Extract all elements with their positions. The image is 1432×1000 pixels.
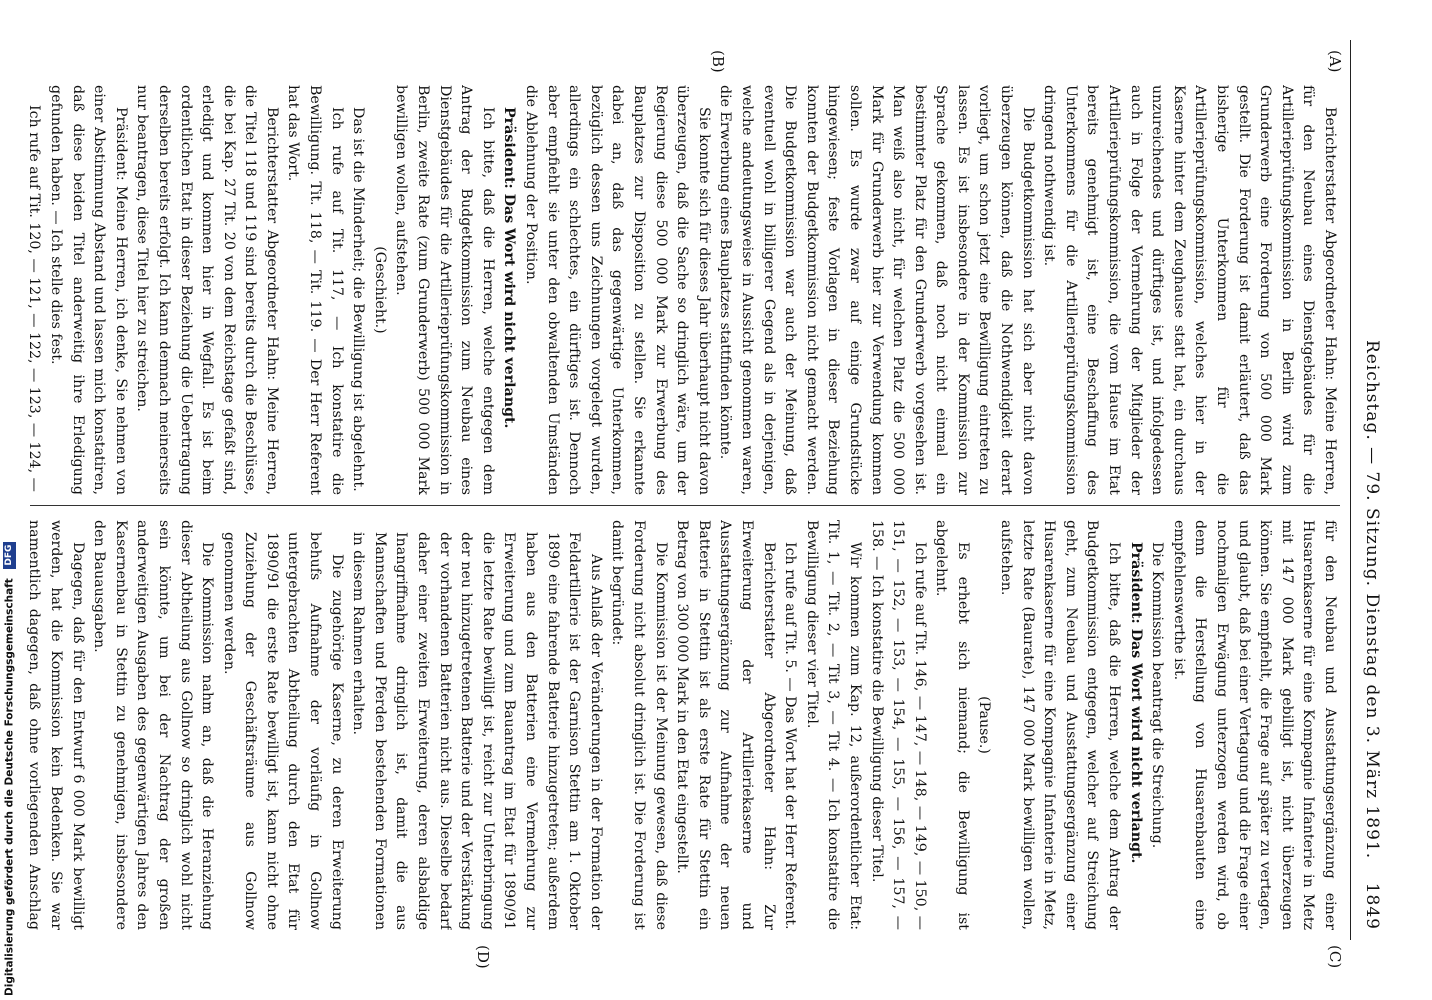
paragraph: Präsident: Meine Herren, ich denke, Sie nehmen von einer Abstimmung Abstand und lassen mich konstatiren, daß diese beiden Titel anderweitig ihre Erledigung gefunden haben. — Ich stelle dies fest.: [47, 85, 129, 495]
left-column: [20, 85, 1340, 495]
paragraph: Die Kommission ist der Meinung gewesen, daß diese Forderung nicht absolut dringlich ist. Die Forderung ist damit begründet:: [609, 520, 669, 930]
quoted-paragraph: Aus Anlaß der Veränderungen in der Formation der Feldartillerie ist der Garnison Stettin am 1. Oktober 1890 eine fahrende Batterie hinzugetreten; außerdem haben aus den Batterien eine Vermehrung zur Erweiterung und zum Bauantrag im Etat für 1890/91 die letzte Rate bewilligt ist, reicht zur Unterbringung der neu hinzugetretenen Batterie und der Verstärkung der vorhandenen Batterien nicht aus. Dieselbe bedarf daher einer zweiten Erweiterung, deren alsbaldige Inangriffnahme dringlich ist, damit die aus Mannschaften und Pferden bestehenden Formationen in diesem Rahmen erhalten.: [350, 532, 604, 930]
digitization-credit: [3, 6, 16, 996]
stage-direction: (Pause.): [976, 696, 993, 754]
paragraph: Sie konnte sich für dieses Jahr überhaupt nicht davon überzeugen, daß die Sache so dringlich wäre, um der Regierung diese 500 000 Mark zur Erwerbung des Bauplatzes zur Disposition zu stellen. Sie erkannte dabei an, daß das gegenwärtige Unterkommen, bezüglich dessen uns Zeichnungen vorgelegt wurden, allerdings ein schlechtes, ein dürftiges ist. Dennoch aber empfiehlt sie unter den obwaltenden Umständen die Ablehnung der Position.: [523, 85, 712, 495]
paragraph: Berichterstatter Abgeordneter Hahn: Meine Herren, die Titel 118 und 119 sind bereits durch die Beschlüsse, die bei Kap. 27 Tit. 20 von dem Reichstage gefaßt sind, erledigt und kommen hier in Wegfall. Es ist beim ordentlichen Etat in dieser Beziehung die Uebertragung derselben bereits erfolgt. Ich kann demnach meinerseits nur beantragen, diese Titel hier zu streichen.: [134, 85, 280, 495]
paragraph: Das ist die Minderheit; die Bewilligung ist abgelehnt.: [350, 107, 367, 492]
paragraph: Berichterstatter Abgeordneter Hahn: Zur Erweiterung der Artilleriekaserne und Ausstattungsergänzung zur Aufnahme der neuen Batterie in Stettin ist als erste Rate für Stettin ein Betrag von 300 000 Mark in den Etat eingestellt.: [674, 520, 777, 930]
paragraph: Ich rufe auf Tit. 5. — Das Wort hat der Herr Referent.: [782, 542, 799, 930]
stage-direction: (Geschieht.): [371, 246, 388, 334]
paragraph: für den Neubau und Ausstattungsergänzung einer Husarenkaserne für eine Kompagnie Infanterie in Metz mit 147 000 Mark gebilligt ist, nicht überzeugen können. Sie empfiehlt, die Frage auf später zu vertagen, und glaubt, daß bei einer Vertagung und die Frage einer nochmaligen Erwägung unterzogen werden wird, ob denn die Herstellung von Husarenbauten eine empfehlenswerthe ist.: [1170, 520, 1338, 930]
right-column: [20, 520, 1340, 930]
page-header: [1356, 40, 1384, 940]
paragraph: Präsident: Das Wort wird nicht verlangt.: [1127, 542, 1144, 864]
page-title: Reichstag. — 79. Sitzung. Dienstag den 3. März 1891.: [1362, 340, 1382, 860]
paragraph: Die Budgetkommission hat sich aber nicht davon überzeugen können, daß die Nothwendigkeit derart vorliegt, um schon jetzt eine Bewilligung eintreten zu lassen. Es ist insbesondere in der Kommission zur Sprache gekommen, daß noch nicht einmal ein bestimmter Platz für den Grunderwerb vorgesehen ist. Man weiß also nicht, für welchen Platz die 500 000 Mark für Grunderwerb hier zur Verwendung kommen sollen. Es wurde zwar auf einige Grundstücke hingewiesen; feste Vorlagen in dieser Beziehung konnten der Budgetkommission nicht gemacht werden. Die Budgetkommission war auch der Meinung, daß eventuell wohl in billigerer Gegend als in derjenigen, welche andeutungsweise in Aussicht genommen waren, die Erwerbung eines Bauplatzes stattfinden könnte.: [717, 85, 1036, 495]
paragraph: Ich rufe auf Tit. 117, — Ich konstatire die Bewilligung. Tit. 118, — Tit. 119. — Der Herr Referent hat das Wort.: [285, 85, 345, 495]
paragraph: Ich bitte, daß die Herren, welche dem Antrag der Budgetkommission entgegen, welcher auf Streichung geht, zum Neubau und Ausstattungsergänzung einer Husarenkaserne für eine Kompagnie Infanterie in Metz, letzte Rate (Baurate), 147 000 Mark bewilligen wollen, aufstehen.: [998, 520, 1123, 930]
margin-mark-d: (D): [474, 945, 492, 969]
dfg-logo: DFG: [3, 542, 16, 569]
title-list: Ich rufe auf Tit. 120, — 121, — 122, — 123, — 124, —: [26, 105, 43, 492]
paragraph: Berichterstatter Abgeordneter Hahn: Meine Herren, für den Neubau eines Dienstgebäudes für die Artillerieprüfungskommission in Berlin wird zum Grunderwerb eine Forderung von 500 000 Mark gestellt. Die Forderung ist damit erläutert, daß das bisherige Unterkommen für die Artillerieprüfungskommission, welches hier in der Kaserne hinter dem Zeughause statt hat, ein durchaus unzureichendes und dürftiges ist, und infolgedessen auch in Folge der Vermehrung der Mitglieder der Artillerieprüfungskommission, die vom Hause im Etat bereits genehmigt ist, eine Beschaffung des Unterkommens für die Artillerieprüfungskommission dringend nothwendig ist.: [1041, 85, 1338, 495]
margin-mark-a: (A): [1326, 50, 1344, 73]
header-rule: [1350, 40, 1351, 940]
column-divider: [30, 505, 1340, 506]
paragraph: Die Kommission beantragt die Streichung.: [1149, 542, 1166, 849]
paragraph: Präsident: Das Wort wird nicht verlangt.: [501, 107, 518, 429]
margin-mark-c: (C): [1326, 945, 1344, 969]
paragraph: Dagegen, daß für den Entwurf 6 000 Mark bewilligt werden, hat die Kommission kein Bedenken. Sie war namentlich dagegen, daß ohne vorliegenden Anschlag: [26, 520, 86, 930]
paragraph: Wir kommen zum Kap. 12, außerordentlicher Etat: Tit. 1, — Tit. 2, — Tit 3, — Tit 4. — Ich konstatire die Bewilligung dieser vier Titel.: [803, 520, 863, 930]
paragraph: Es erhebt sich niemand; die Bewilligung ist abgelehnt.: [933, 520, 971, 930]
digitization-credit-text: Digitalisierung gefördert durch die Deutsche Forschungsgemeinschaft: [3, 578, 16, 996]
paragraph: Die Kommission nahm an, daß die Heranziehung dieser Abtheilung aus Gollnow so dringlich wohl nicht sein könnte, um bei der Nachtrag der großen anderweitigen Ausgaben des gegenwärtigen Jahres den Kasernenbau in Stettin zu genehmigen, insbesondere den Bauausgaben.: [91, 520, 216, 930]
title-list: Ich rufe auf Tit. 146, — 147, — 148, — 149, — 150, — 151, — 152, — 153, — 154, — 155, — 156, — 157, — 158. — Ich konstatire die Bewilligung dieser Titel.: [868, 520, 928, 930]
margin-mark-b: (B): [709, 50, 727, 73]
page-number: 1849: [1362, 882, 1382, 930]
quoted-paragraph: Die zugehörige Kaserne, zu deren Erweiterung behufs Aufnahme der vorläufig in Gollnow untergebrachten Abtheilung durch den Etat für 1890/91 die erste Rate bewilligt ist, kann nicht ohne Zuziehung der Geschäftsräume aus Gollnow genommen werden.: [220, 532, 345, 930]
paragraph: Ich bitte, daß die Herren, welche entgegen dem Antrag der Budgetkommission zum Neubau eines Dienstgebäudes für die Artillerieprüfungskommission in Berlin, zweite Rate (zum Grunderwerb) 500 000 Mark bewilligen wollen, aufstehen.: [393, 85, 496, 495]
